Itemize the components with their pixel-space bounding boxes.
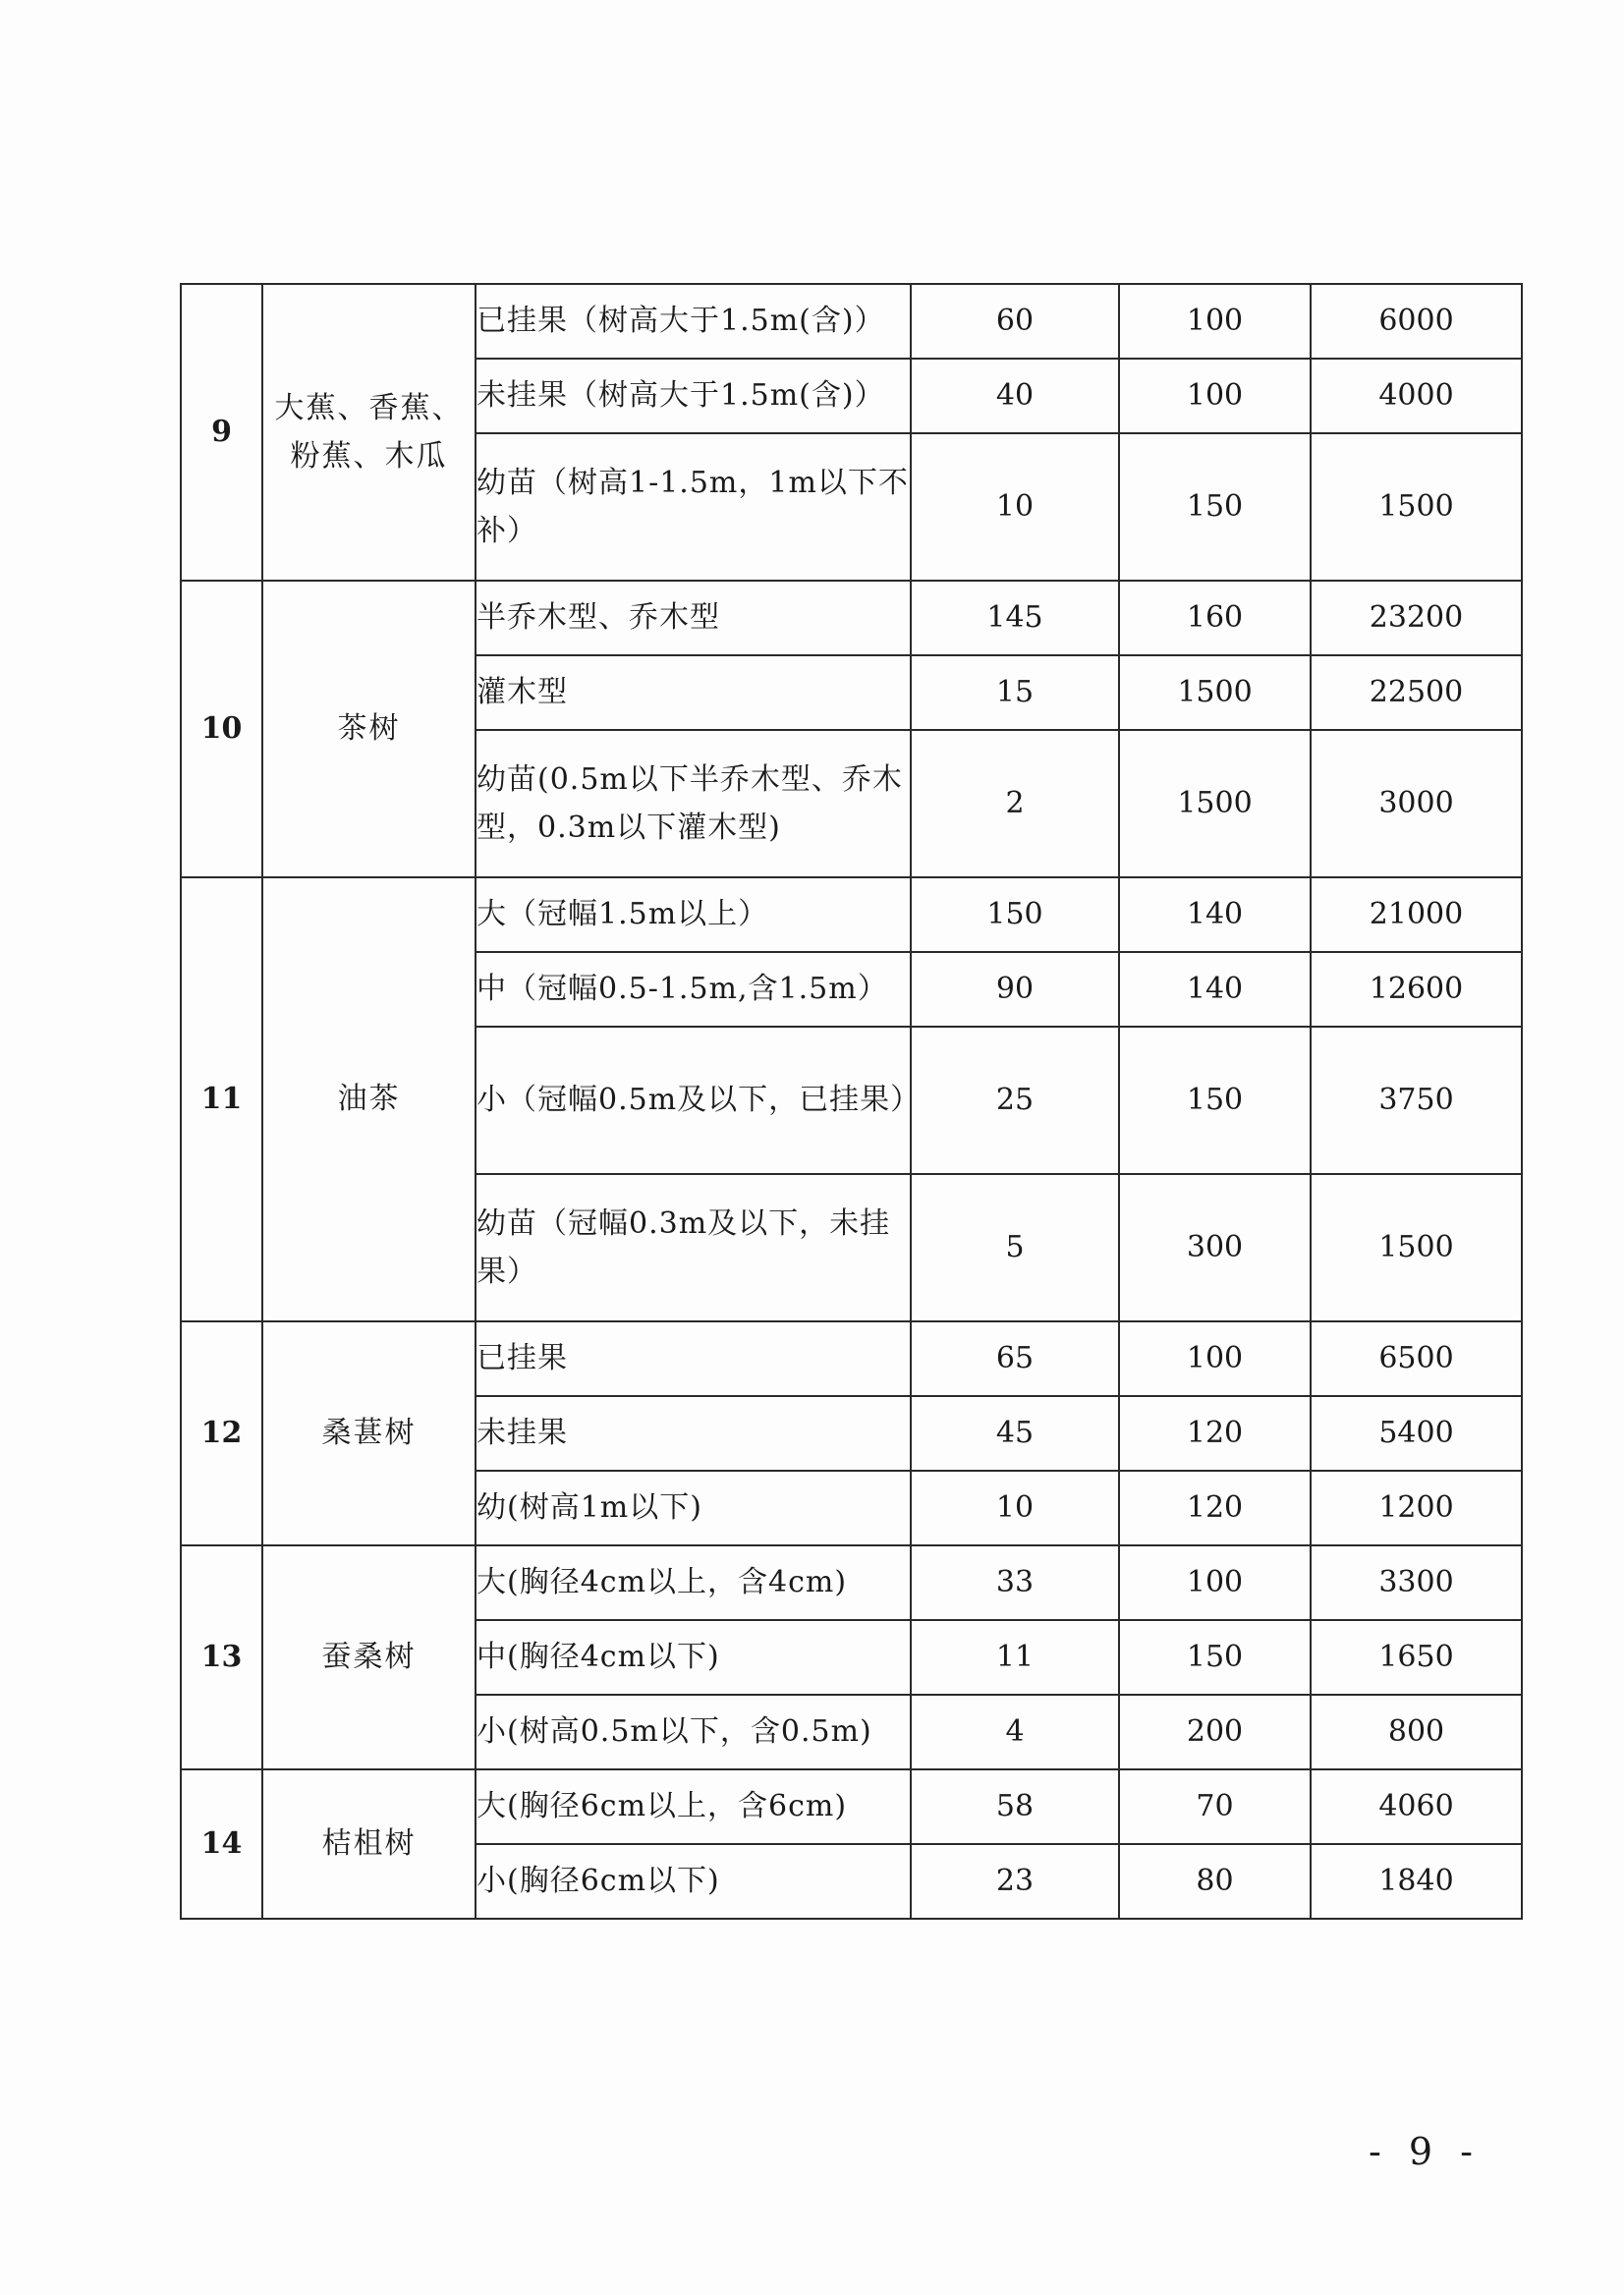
spec-cell: 大(胸径4cm以上，含4cm) <box>476 1545 911 1620</box>
value-cell: 5 <box>911 1174 1119 1321</box>
value-cell: 100 <box>1119 359 1311 433</box>
value-cell: 40 <box>911 359 1119 433</box>
spec-cell: 大（冠幅1.5m以上） <box>476 877 911 952</box>
item-name: 油茶 <box>262 877 476 1321</box>
spec-cell: 未挂果（树高大于1.5m(含)） <box>476 359 911 433</box>
spec-cell: 半乔木型、乔木型 <box>476 581 911 655</box>
value-cell: 21000 <box>1311 877 1522 952</box>
item-number: 13 <box>181 1545 262 1769</box>
value-cell: 6000 <box>1311 284 1522 359</box>
value-cell: 12600 <box>1311 952 1522 1027</box>
value-cell: 3750 <box>1311 1027 1522 1174</box>
item-number: 12 <box>181 1321 262 1545</box>
value-cell: 70 <box>1119 1769 1311 1844</box>
value-cell: 4060 <box>1311 1769 1522 1844</box>
spec-cell: 幼苗(0.5m以下半乔木型、乔木型，0.3m以下灌木型) <box>476 730 911 877</box>
value-cell: 58 <box>911 1769 1119 1844</box>
value-cell: 5400 <box>1311 1396 1522 1471</box>
value-cell: 60 <box>911 284 1119 359</box>
value-cell: 150 <box>911 877 1119 952</box>
item-name: 大蕉、香蕉、粉蕉、木瓜 <box>262 284 476 581</box>
item-number: 10 <box>181 581 262 877</box>
table-row <box>181 284 1522 359</box>
item-name: 桑葚树 <box>262 1321 476 1545</box>
value-cell: 1500 <box>1119 730 1311 877</box>
value-cell: 120 <box>1119 1396 1311 1471</box>
spec-cell: 小(胸径6cm以下) <box>476 1844 911 1919</box>
value-cell: 45 <box>911 1396 1119 1471</box>
value-cell: 25 <box>911 1027 1119 1174</box>
value-cell: 120 <box>1119 1471 1311 1545</box>
spec-cell: 幼(树高1m以下) <box>476 1471 911 1545</box>
value-cell: 11 <box>911 1620 1119 1695</box>
table-row <box>181 1769 1522 1844</box>
value-cell: 1500 <box>1311 433 1522 581</box>
item-number: 11 <box>181 877 262 1321</box>
spec-cell: 小(树高0.5m以下，含0.5m) <box>476 1695 911 1769</box>
value-cell: 33 <box>911 1545 1119 1620</box>
spec-cell: 中(胸径4cm以下) <box>476 1620 911 1695</box>
value-cell: 3000 <box>1311 730 1522 877</box>
value-cell: 4 <box>911 1695 1119 1769</box>
value-cell: 160 <box>1119 581 1311 655</box>
item-name: 蚕桑树 <box>262 1545 476 1769</box>
value-cell: 100 <box>1119 1321 1311 1396</box>
item-name: 桔柤树 <box>262 1769 476 1919</box>
spec-cell: 幼苗（冠幅0.3m及以下，未挂果） <box>476 1174 911 1321</box>
value-cell: 65 <box>911 1321 1119 1396</box>
value-cell: 2 <box>911 730 1119 877</box>
value-cell: 4000 <box>1311 359 1522 433</box>
value-cell: 10 <box>911 433 1119 581</box>
table-row <box>181 581 1522 655</box>
value-cell: 3300 <box>1311 1545 1522 1620</box>
value-cell: 23 <box>911 1844 1119 1919</box>
compensation-table <box>180 283 1523 1920</box>
value-cell: 1840 <box>1311 1844 1522 1919</box>
value-cell: 90 <box>911 952 1119 1027</box>
spec-cell: 灌木型 <box>476 655 911 730</box>
value-cell: 150 <box>1119 1620 1311 1695</box>
spec-cell: 小（冠幅0.5m及以下，已挂果） <box>476 1027 911 1174</box>
table-row <box>181 1545 1522 1620</box>
value-cell: 100 <box>1119 1545 1311 1620</box>
spec-cell: 未挂果 <box>476 1396 911 1471</box>
table-row <box>181 877 1522 952</box>
value-cell: 800 <box>1311 1695 1522 1769</box>
value-cell: 22500 <box>1311 655 1522 730</box>
value-cell: 200 <box>1119 1695 1311 1769</box>
spec-cell: 中（冠幅0.5-1.5m,含1.5m） <box>476 952 911 1027</box>
page-number: - 9 - <box>1368 2130 1481 2173</box>
value-cell: 1200 <box>1311 1471 1522 1545</box>
value-cell: 145 <box>911 581 1119 655</box>
value-cell: 1500 <box>1311 1174 1522 1321</box>
value-cell: 6500 <box>1311 1321 1522 1396</box>
item-number: 14 <box>181 1769 262 1919</box>
table-row <box>181 1321 1522 1396</box>
value-cell: 23200 <box>1311 581 1522 655</box>
value-cell: 1500 <box>1119 655 1311 730</box>
value-cell: 150 <box>1119 433 1311 581</box>
value-cell: 1650 <box>1311 1620 1522 1695</box>
spec-cell: 已挂果 <box>476 1321 911 1396</box>
value-cell: 140 <box>1119 877 1311 952</box>
spec-cell: 大(胸径6cm以上，含6cm) <box>476 1769 911 1844</box>
value-cell: 150 <box>1119 1027 1311 1174</box>
value-cell: 300 <box>1119 1174 1311 1321</box>
item-name: 茶树 <box>262 581 476 877</box>
spec-cell: 幼苗（树高1-1.5m，1m以下不补） <box>476 433 911 581</box>
value-cell: 80 <box>1119 1844 1311 1919</box>
item-number: 9 <box>181 284 262 581</box>
value-cell: 15 <box>911 655 1119 730</box>
value-cell: 100 <box>1119 284 1311 359</box>
value-cell: 140 <box>1119 952 1311 1027</box>
spec-cell: 已挂果（树高大于1.5m(含)） <box>476 284 911 359</box>
value-cell: 10 <box>911 1471 1119 1545</box>
